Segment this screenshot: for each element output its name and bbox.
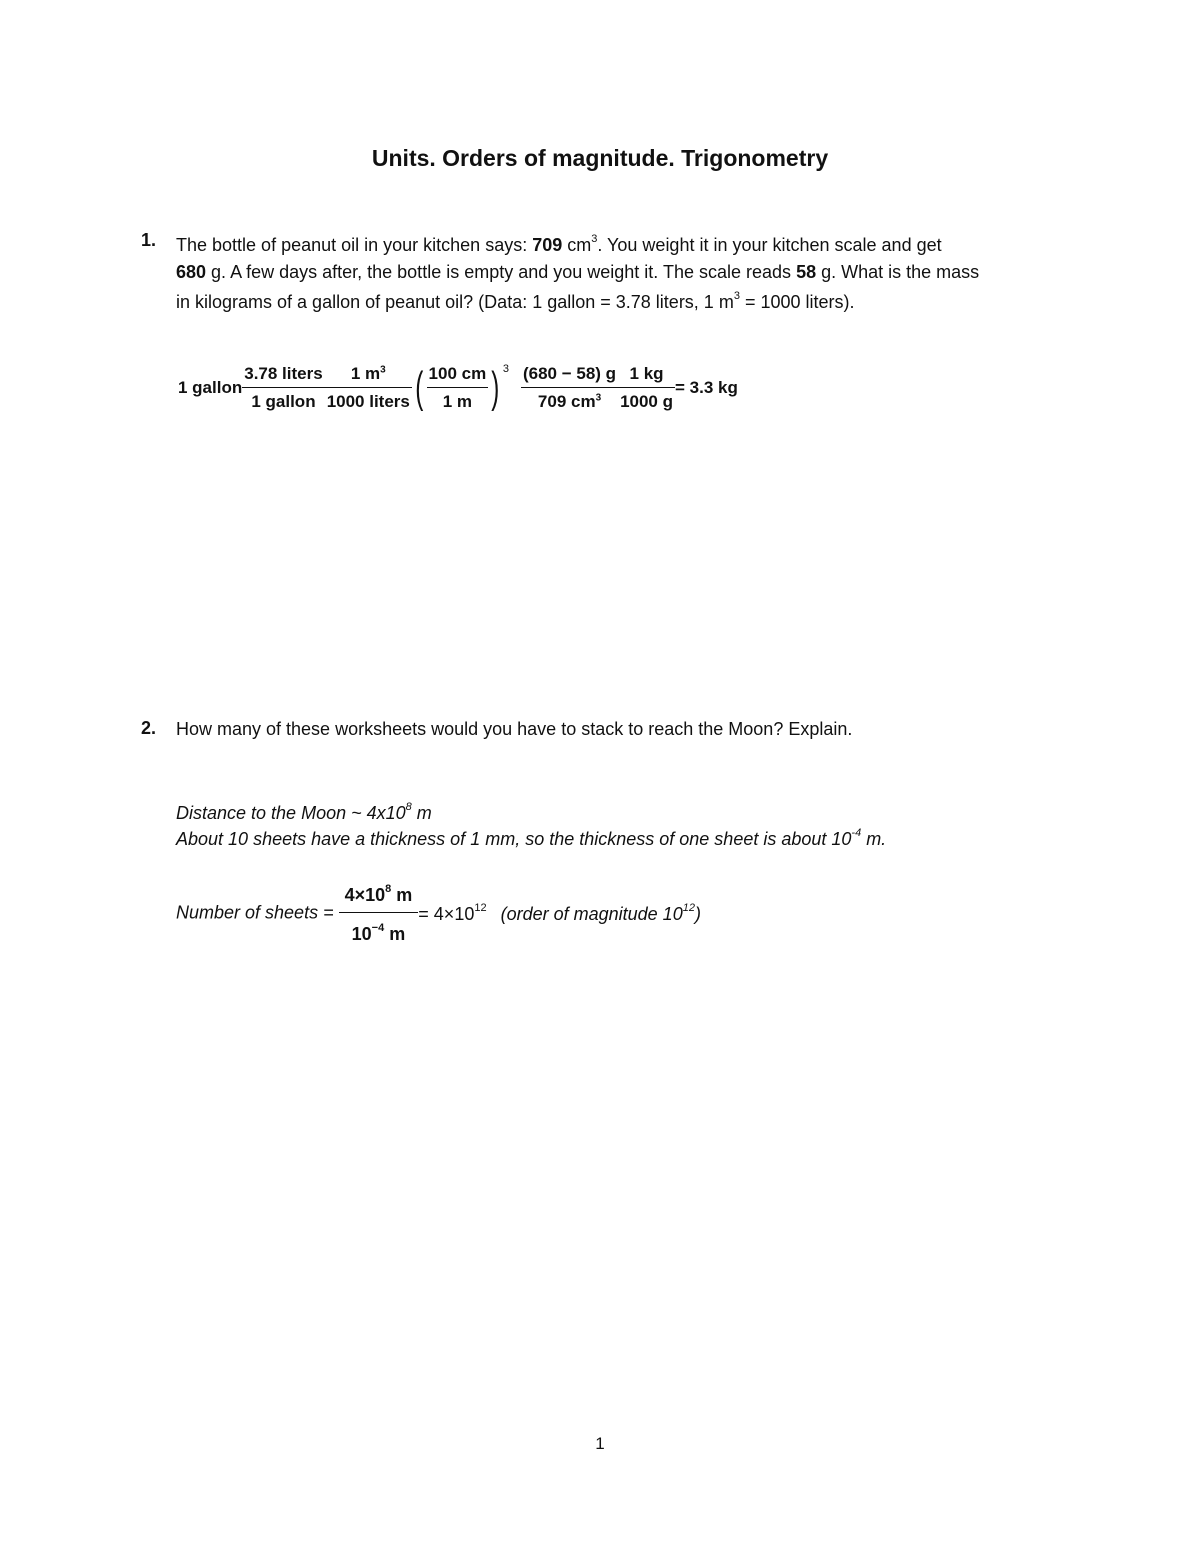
question-1-number: 1. [141,230,157,250]
fraction-liters-per-gallon: $\frac{\text{3.78 liters}}{\text{1 gallon}}$ [244,364,323,411]
answer-moon-distance: Distance to the Moon ~ $4x10^8$ m [176,801,432,823]
right-paren: ) [491,363,500,412]
answer-sheet-thickness: About 10 sheets have a thickness of 1 mm, so the thickness of one sheet is about $10^{-4}$ m. [176,827,887,849]
cube-exponent: 3 [502,362,509,375]
equation-result: = 3.3 kg [675,378,738,397]
page-title: Units. Orders of magnitude. Trigonometry [371,145,829,171]
fraction-cm-per-m: $\frac{100 cm}{1 m}$ [428,364,487,411]
question-1-text [176,228,1076,316]
question-2-number: 2. [141,718,157,738]
equation-lead: 1 gallon [178,378,243,397]
left-paren: ( [415,363,424,412]
fraction-mass-per-volume: $\frac{(680 - 58) g}{709 cm^3}$ [522,364,617,411]
question-2-text: How many of these worksheets would you have to stack to reach the Moon? Explain. [176,719,853,739]
question-1-line-2: 680 g. A few days after, the bottle is empty and you weight it. The scale reads 58 g. What is the mass [176,261,980,282]
sheets-result: = $4\times 10^{12}$ [418,902,487,925]
page-number: 1 [595,1434,605,1453]
fraction-sheets: $\frac{4\times 10^8 m}{10^{-4} m}$ [339,878,419,947]
fraction-kg-per-g: $\frac{1 kg}{1000 g}$ [620,364,673,411]
question-1-line-1: The bottle of peanut oil in your kitchen says: 709 $cm^3$. You weight it in your kitchen scale and get [176,233,942,255]
question-1-line-3: in kilograms of a gallon of peanut oil? (Data: 1 gallon = 3.78 liters, 1 $m^3 = 1000$ liters). [176,290,855,312]
order-of-magnitude-note: (order of magnitude $10^{12}$) [500,902,701,925]
answer-number-of-sheets: Number of sheets = $\frac{4\times 10^8 m}{10^{-4} m}$ = $4\times 10^{12}$ (order of magnitude $10^{12}$) [176,878,701,947]
question-1-equation [178,364,738,412]
fraction-m3-per-liters: $\frac{1 m^3}{\text{1000 liters}}$ [326,364,410,411]
